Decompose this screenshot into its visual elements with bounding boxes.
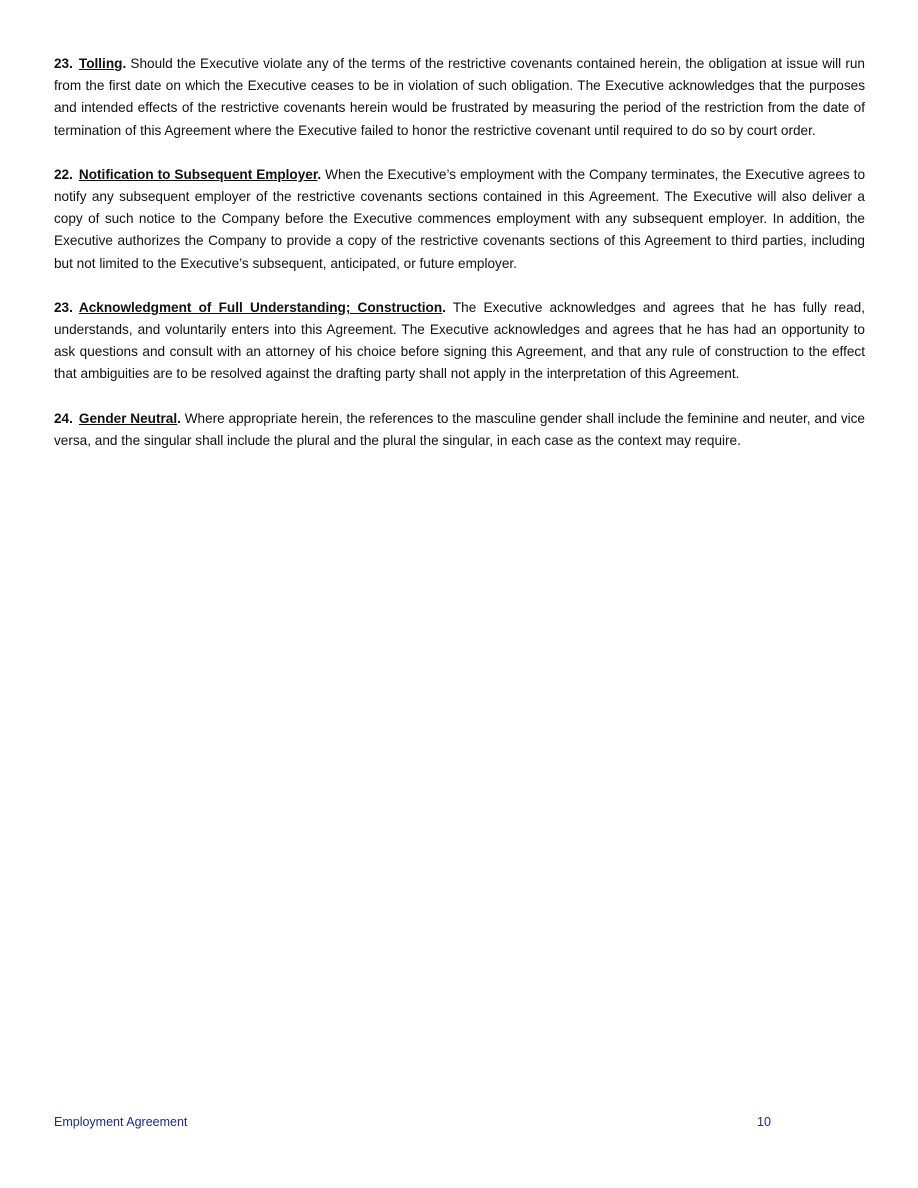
clause-number: 22. xyxy=(54,166,73,182)
clause-acknowledgment: 23. Acknowledgment of Full Understanding; Construction. The Executive acknowledges and agrees that he has fully read, understands, and voluntarily enters into this Agreement. The Executive acknowledges and agrees that he has had an opportunity to ask questions and consult with an attorney of his choice before signing this Agreement, and that any rule of construction to the effect that ambiguities are to be resolved against the drafting party shall not apply in the interpretation of this Agreement. xyxy=(54,299,865,382)
document-body xyxy=(54,53,865,474)
clause-heading: Tolling xyxy=(78,56,123,71)
footer-page-number: 10 xyxy=(757,1115,771,1129)
clause-text: The Executive acknowledges and agrees that he has fully read, understands, and voluntarily enters into this Agreement. The Executive acknowledges and agrees that he has had an opportunity to ask questions and consult with an attorney of his choice before signing this Agreement, and that any rule of construction to the effect that ambiguities are to be resolved against the drafting party shall not apply in the interpretation of this Agreement. xyxy=(54,299,865,382)
clause-number: 23. xyxy=(54,299,73,315)
clause-number: 24. xyxy=(54,410,73,426)
clause-text: When the Executive’s employment with the Company terminates, the Executive agrees to notify any subsequent employer of the restrictive covenants sections contained in this Agreement. The Executive will also deliver a copy of such notice to the Company before the Executive commences employment with any subsequent employer. In addition, the Executive authorizes the Company to provide a copy of the restrictive covenants sections of this Agreement to third parties, including but not limited to the Executive’s subsequent, anticipated, or future employer. xyxy=(54,166,865,271)
clause-gender-neutral: 24. Gender Neutral. Where appropriate herein, the references to the masculine gender shall include the feminine and neuter, and vice versa, and the singular shall include the plural and the plural the singular, in each case as the context may require. xyxy=(54,410,865,448)
clause-heading: Notification to Subsequent Employer xyxy=(78,166,318,182)
footer-document-title: Employment Agreement xyxy=(54,1115,188,1129)
clause-tolling: 23. Tolling. Should the Executive violate any of the terms of the restrictive covenants contained herein, the obligation at issue will run from the first date on which the Executive ceases to be in violation of such obligation. The Executive acknowledges that the purposes and intended effects of the restrictive covenants herein would be frustrated by measuring the period of the restriction from the date of termination of this Agreement where the Executive failed to honor the restrictive covenant until required to do so by court order. xyxy=(54,56,865,138)
clause-heading: Gender Neutral xyxy=(78,410,178,426)
clause-notification: 22. Notification to Subsequent Employer. When the Executive’s employment with the Company terminates, the Executive agrees to notify any subsequent employer of the restrictive covenants sections contained in this Agreement. The Executive will also deliver a copy of such notice to the Company before the Executive commences employment with any subsequent employer. In addition, the Executive authorizes the Company to provide a copy of the restrictive covenants sections of this Agreement to third parties, including but not limited to the Executive’s subsequent, anticipated, or future employer. xyxy=(54,166,865,271)
clause-heading: Acknowledgment of Full Understanding; Construction xyxy=(78,299,443,315)
clause-text: Should the Executive violate any of the terms of the restrictive covenants contained herein, the obligation at issue will run from the first date on which the Executive ceases to be in violation of such obligation. The Executive acknowledges that the purposes and intended effects of the restrictive covenants herein would be frustrated by measuring the period of the restriction from the date of termination of this Agreement where the Executive failed to honor the restrictive covenant until required to do so by court order. xyxy=(54,56,865,138)
clause-number: 23. xyxy=(54,56,73,71)
clause-text: Where appropriate herein, the references to the masculine gender shall include the feminine and neuter, and vice versa, and the singular shall include the plural and the plural the singular, in each case as the context may require. xyxy=(54,410,865,448)
